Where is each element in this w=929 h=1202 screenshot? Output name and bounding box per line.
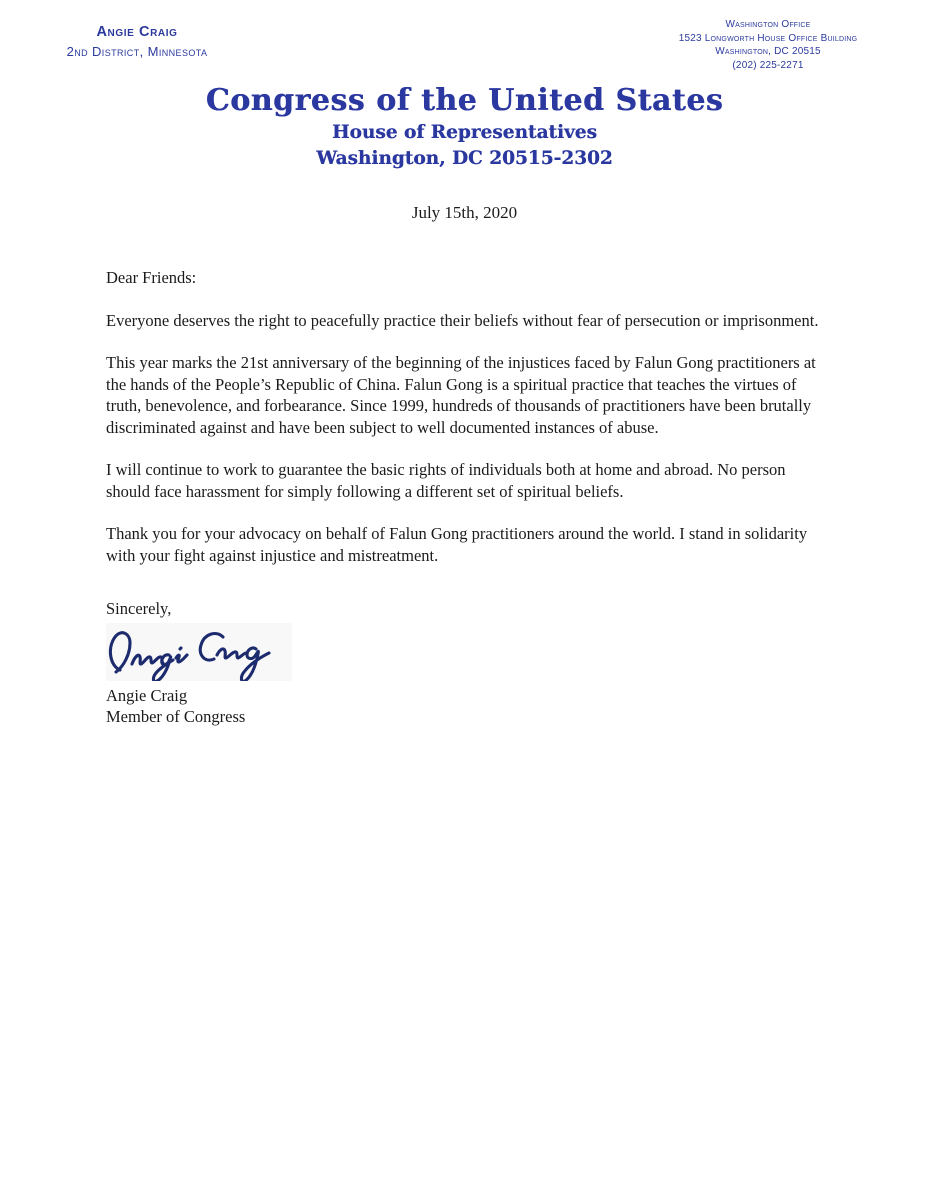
paragraph: This year marks the 21st anniversary of the beginning of the injustices faced by Falun Gong practitioners at the hands of the People’s Republic of China. Falun Gong is a spiritual practice that teaches the virtues of truth, benevolence, and forbearance. Since 1999, hundreds of thousands of practitioners have been brutally discriminated against and have been subject to well documented instances of abuse. <box>106 353 816 437</box>
masthead-line3: Washington, DC 20515-2302 <box>316 148 613 169</box>
office-city-line: Washington, DC 20515 <box>715 46 821 57</box>
office-title: Washington Office <box>725 19 811 30</box>
signer-title: Member of Congress <box>106 707 246 726</box>
signature-ink <box>106 623 292 681</box>
signer-name: Angie Craig <box>106 685 188 705</box>
paragraph: Everyone deserves the right to peacefully practice their beliefs without fear of persecution or imprisonment. <box>106 310 819 330</box>
paragraph: I will continue to work to guarantee the basic rights of individuals both at home and abroad. No person should face harassment for simply following a different set of spiritual beliefs. <box>106 460 786 501</box>
letterhead-office-block <box>653 18 883 72</box>
letter-date: July 15th, 2020 <box>411 203 518 222</box>
office-phone: (202) 225-2271 <box>732 59 804 71</box>
member-district: 2nd District, Minnesota <box>66 44 208 59</box>
letterhead-member-block <box>44 22 230 61</box>
letter-body <box>106 267 820 728</box>
masthead-line1: Congress of the United States <box>205 83 724 118</box>
salutation: Dear Friends: <box>106 268 197 287</box>
masthead-line2: House of Representatives <box>332 122 597 143</box>
paragraph: Thank you for your advocacy on behalf of Falun Gong practitioners around the world. I stand in solidarity with your fight against injustice and mistreatment. <box>106 524 808 565</box>
office-address-line: 1523 Longworth House Office Building <box>678 32 858 44</box>
congress-masthead <box>0 84 929 172</box>
closing: Sincerely, <box>106 599 172 618</box>
member-name: Angie Craig <box>96 24 178 40</box>
signature-image <box>106 623 292 681</box>
